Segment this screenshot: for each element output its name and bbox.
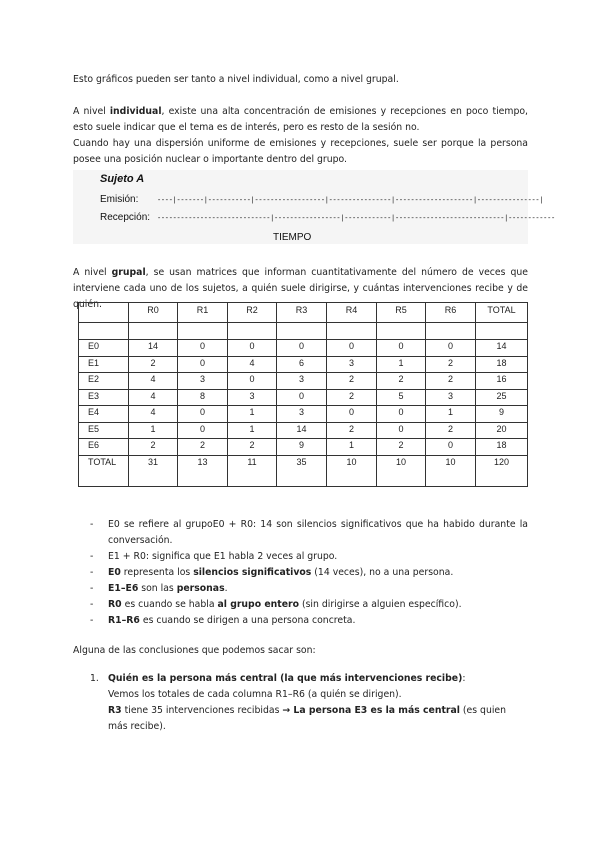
matrix-header: R4: [327, 303, 377, 323]
table-cell: 6: [277, 356, 327, 373]
recepcion-timeline: -----------------------------|-----------------|------------|----------------------------|------------: [157, 215, 555, 223]
table-cell: 2: [426, 356, 476, 373]
matrix-total-cell: 10: [426, 455, 476, 486]
table-cell: 1: [426, 406, 476, 423]
table-row: [79, 389, 528, 406]
table-cell: 2: [129, 356, 178, 373]
table-cell: 2: [377, 439, 426, 456]
timeline-figure: [73, 170, 555, 244]
table-cell: 2: [327, 422, 377, 439]
matrix-header-row: [79, 303, 528, 323]
row-label-cell: E0: [79, 340, 129, 357]
table-cell: 0: [327, 340, 377, 357]
table-cell: 0: [377, 340, 426, 357]
row-label-cell: E1: [79, 356, 129, 373]
intro-paragraph: Esto gráficos pueden ser tanto a nivel individual, como a nivel grupal.: [73, 74, 399, 85]
table-cell: 2: [228, 439, 277, 456]
matrix-total-row: [79, 455, 528, 486]
matrix-total-cell: TOTAL: [79, 455, 129, 486]
list-item: 1. Quién es la persona más central (la que más intervenciones recibe): Vemos los totales de cada columna R1–R6 (a quién se dirigen). R3 tiene 35 intervenciones recibidas → La persona E3 es la más central (es quien más recibe).: [90, 673, 507, 732]
matrix-header: R0: [129, 303, 178, 323]
table-cell: 1: [129, 422, 178, 439]
list-item: - E0 se refiere al grupoE0 + R0: 14 son silencios significativos que ha habido durante la conversación.: [90, 519, 528, 546]
table-cell: 4: [228, 356, 277, 373]
matrix-total-cell: 31: [129, 455, 178, 486]
table-row: [79, 373, 528, 390]
matrix-header: R1: [178, 303, 228, 323]
table-cell: 0: [377, 406, 426, 423]
table-cell: 2: [426, 373, 476, 390]
matrix-header: TOTAL: [476, 303, 528, 323]
table-cell: 2: [129, 439, 178, 456]
conclusions-list: [90, 671, 528, 735]
matrix-total-cell: 10: [327, 455, 377, 486]
table-cell: 0: [377, 422, 426, 439]
list-item: - R0 es cuando se habla al grupo entero (sin dirigirse a alguien específico).: [90, 599, 462, 610]
list-item: - R1–R6 es cuando se dirigen a una persona concreta.: [90, 615, 356, 626]
table-cell: 18: [476, 356, 528, 373]
matrix-total-cell: 11: [228, 455, 277, 486]
table-cell: 3: [277, 373, 327, 390]
table-row: [79, 439, 528, 456]
matrix-total-cell: 120: [476, 455, 528, 486]
table-cell: 2: [327, 373, 377, 390]
table-cell: 2: [426, 422, 476, 439]
emision-timeline: ----|-------|-----------|------------------|----------------|--------------------|----------------|: [157, 197, 544, 205]
matrix-spacer-row: [79, 323, 528, 340]
figure-title: Sujeto A: [100, 173, 145, 185]
table-cell: 4: [129, 373, 178, 390]
table-cell: 20: [476, 422, 528, 439]
row-label-cell: E5: [79, 422, 129, 439]
table-cell: 0: [178, 340, 228, 357]
table-cell: 0: [178, 422, 228, 439]
list-item: - E0 representa los silencios significativos (14 veces), no a una persona.: [90, 567, 454, 578]
axis-label: TIEMPO: [273, 232, 312, 243]
table-cell: 0: [228, 340, 277, 357]
row-label-cell: E3: [79, 389, 129, 406]
table-cell: 25: [476, 389, 528, 406]
table-cell: 8: [178, 389, 228, 406]
table-cell: 9: [476, 406, 528, 423]
table-cell: 4: [129, 406, 178, 423]
table-row: [79, 422, 528, 439]
conclusions-intro: Alguna de las conclusiones que podemos sacar son:: [73, 645, 316, 656]
table-cell: 0: [426, 439, 476, 456]
matrix-header: R5: [377, 303, 426, 323]
table-row: [79, 406, 528, 423]
table-cell: 1: [228, 422, 277, 439]
table-cell: 14: [476, 340, 528, 357]
table-cell: 9: [277, 439, 327, 456]
matrix-header: R2: [228, 303, 277, 323]
list-item: - E1 + R0: significa que E1 habla 2 veces al grupo.: [90, 551, 338, 562]
matrix-header: R6: [426, 303, 476, 323]
table-cell: 0: [327, 406, 377, 423]
table-cell: 0: [178, 356, 228, 373]
table-cell: 4: [129, 389, 178, 406]
table-cell: 0: [426, 340, 476, 357]
grupal-paragraph: A nivel grupal, se usan matrices que informan cuantitativamente del número de veces que interviene cada uno de los sujetos, a quién suele dirigirse, y cuántas intervenciones recibe y de quién.: [73, 267, 528, 310]
table-cell: 0: [277, 389, 327, 406]
list-item: - E1–E6 son las personas.: [90, 583, 228, 594]
table-cell: 18: [476, 439, 528, 456]
explanation-list: [90, 517, 528, 629]
table-row: [79, 340, 528, 357]
row-label-cell: E6: [79, 439, 129, 456]
table-cell: 5: [377, 389, 426, 406]
table-cell: 3: [426, 389, 476, 406]
matrix-total-cell: 10: [377, 455, 426, 486]
table-cell: 1: [377, 356, 426, 373]
table-cell: 3: [178, 373, 228, 390]
emision-label: Emisión:: [100, 194, 139, 205]
table-cell: 3: [277, 406, 327, 423]
table-cell: 0: [228, 373, 277, 390]
row-label-cell: E2: [79, 373, 129, 390]
matrix-total-cell: 13: [178, 455, 228, 486]
table-cell: 14: [129, 340, 178, 357]
table-cell: 3: [327, 356, 377, 373]
individual-paragraph: A nivel individual, existe una alta concentración de emisiones y recepciones en poco tiempo, esto suele indicar que el tema es de interés, pero es resto de la sesión no. Cuando hay una dispersión uniforme de emisiones y recepciones, suele ser porque la persona posee una posición nuclear o importante dentro del grupo.: [73, 106, 529, 165]
table-cell: 0: [277, 340, 327, 357]
matrix-total-cell: 35: [277, 455, 327, 486]
table-cell: 16: [476, 373, 528, 390]
row-label-cell: E4: [79, 406, 129, 423]
table-cell: 2: [178, 439, 228, 456]
table-cell: 0: [178, 406, 228, 423]
table-cell: 3: [228, 389, 277, 406]
table-cell: 1: [228, 406, 277, 423]
table-cell: 2: [327, 389, 377, 406]
matrix-header: R3: [277, 303, 327, 323]
matrix-header: [79, 303, 129, 323]
table-row: [79, 356, 528, 373]
table-cell: 1: [327, 439, 377, 456]
recepcion-label: Recepción:: [100, 212, 151, 223]
table-cell: 2: [377, 373, 426, 390]
intervention-matrix: [78, 302, 528, 487]
table-cell: 14: [277, 422, 327, 439]
